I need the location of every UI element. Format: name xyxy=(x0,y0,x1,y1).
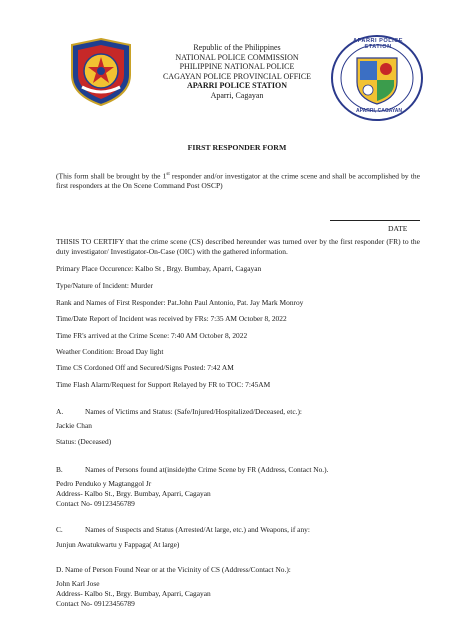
section-a-letter: A. xyxy=(56,407,64,416)
letterhead xyxy=(140,43,334,101)
form-title: FIRST RESPONDER FORM xyxy=(187,143,287,152)
field-cordoned-time: Time CS Cordoned Off and Secured/Signs Posted: 7:42 AM xyxy=(56,363,234,372)
victim-name: Jackie Chan xyxy=(56,421,92,430)
certification-paragraph: THISIS TO CERTIFY that the crime scene (CS) described hereunder was turned over by the first responder (FR) to the duty investigator/ Investigator-On-Case (OIC) with the gathered information. xyxy=(56,237,420,256)
vicinity-person-name: John Karl Jose xyxy=(56,579,100,588)
right-seal-top-text: APARRI POLICE STATION xyxy=(353,38,403,50)
section-c-heading: Names of Suspects and Status (Arrested/At large, etc.) and Weapons, if any: xyxy=(85,525,310,534)
person-found-contact: Contact No- 09123456789 xyxy=(56,499,135,508)
vicinity-person-address: Address- Kalbo St., Brgy. Bumbay, Aparri, Cagayan xyxy=(56,589,211,598)
header-line-provincial-office: CAGAYAN POLICE PROVINCIAL OFFICE xyxy=(162,71,312,81)
field-report-received: Time/Date Report of Incident was received by FRs: 7:35 AM October 8, 2022 xyxy=(56,314,287,323)
person-found-address: Address- Kalbo St., Brgy. Bumbay, Aparri, Cagayan xyxy=(56,489,211,498)
date-label: DATE xyxy=(388,224,408,233)
header-line-republic: Republic of the Philippines xyxy=(193,43,281,52)
right-seal-bottom-text: APARRI, CAGAYAN xyxy=(356,108,402,114)
field-flash-alarm: Time Flash Alarm/Request for Support Relayed by FR to TOC: 7:45AM xyxy=(56,380,271,389)
header-line-pnp: PHILIPPINE NATIONAL POLICE xyxy=(179,62,295,72)
person-found-name: Pedro Penduko y Magtanggol Jr xyxy=(56,479,152,488)
field-incident-type: Type/Nature of Incident: Murder xyxy=(56,281,153,290)
instructions-part-a: (This form shall be brought by the 1 xyxy=(56,171,167,181)
section-b-heading: Names of Persons found at(inside)the Crime Scene by FR (Address, Contact No.). xyxy=(85,465,329,474)
field-first-responders: Rank and Names of First Responder: Pat.John Paul Antonio, Pat. Jay Mark Monroy xyxy=(56,298,304,307)
section-d-heading: D. Name of Person Found Near or at the Vicinity of CS (Address/Contact No.): xyxy=(56,565,291,574)
field-primary-place: Primary Place Occurence: Kalbo St , Brgy. Bumbay, Aparri, Cagayan xyxy=(56,264,262,273)
field-weather: Weather Condition: Broad Day light xyxy=(56,347,164,356)
field-fr-arrival: Time FR's arrived at the Crime Scene: 7:40 AM October 8, 2022 xyxy=(56,331,248,340)
instructions-superscript: st xyxy=(166,172,170,177)
header-line-napolcom: NATIONAL POLICE COMMISSION xyxy=(175,52,299,62)
vicinity-person-contact: Contact No- 09123456789 xyxy=(56,599,135,608)
date-signature-line xyxy=(330,220,420,221)
instructions-part-b: responder and/or investigator at the crime scene and shall be accomplished by the first responders at the On Scene Command Post OSCP) xyxy=(56,171,420,191)
section-c-letter: C. xyxy=(56,525,63,534)
form-instructions xyxy=(56,170,420,191)
victim-status: Status: (Deceased) xyxy=(56,437,112,446)
pnp-seal-logo xyxy=(68,37,134,107)
header-line-station: APARRI POLICE STATION xyxy=(186,81,287,91)
header-line-location: Aparri, Cagayan xyxy=(210,90,264,100)
section-b-letter: B. xyxy=(56,465,63,474)
suspect-name-status: Junjun Awatukwartu y Fappaga( At large) xyxy=(56,540,180,549)
section-a-heading: Names of Victims and Status: (Safe/Injured/Hospitalized/Deceased, etc.): xyxy=(85,407,302,416)
